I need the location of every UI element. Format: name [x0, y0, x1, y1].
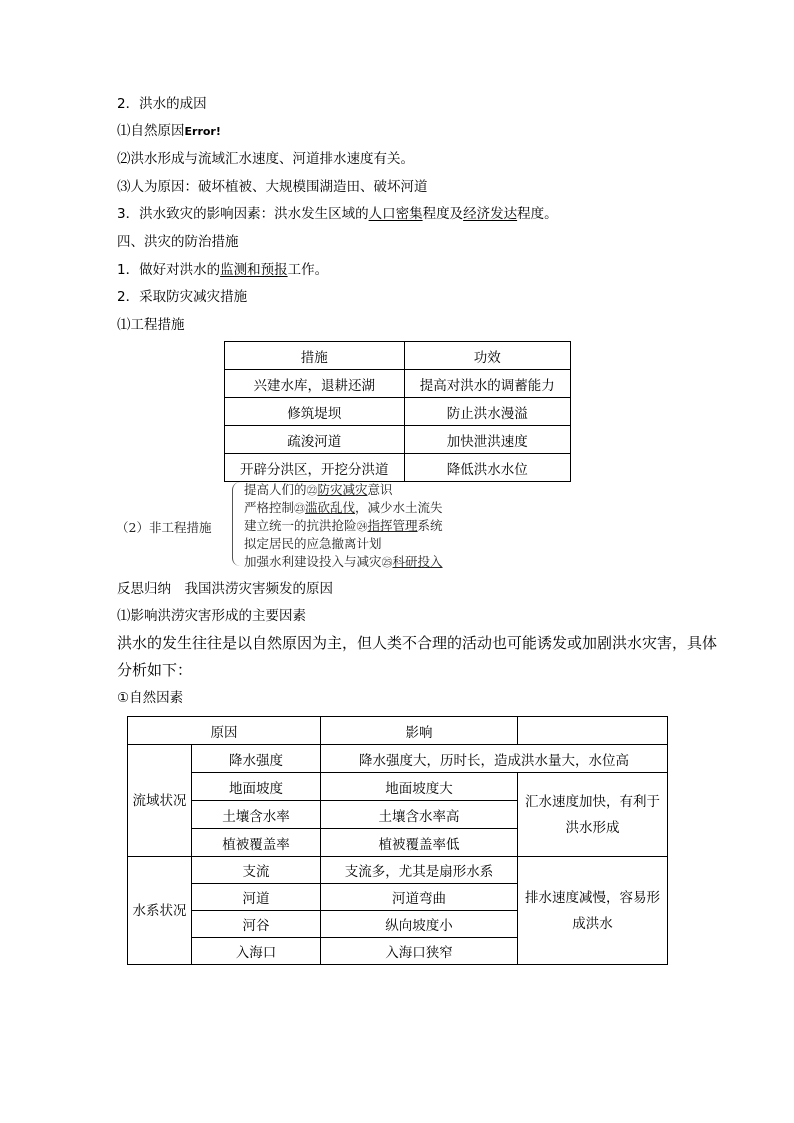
reflection-paragraph-line1: 洪水的发生往往是以自然原因为主，但人类不合理的活动也可能诱发或加剧洪水灾害，具体 — [117, 634, 718, 652]
natural-factors-label: ①自然因素 — [117, 690, 184, 706]
item-text: 拟定居民的应急撤离计划 — [244, 536, 382, 551]
non-engineering-item — [244, 480, 393, 498]
item-number: ㉓ — [294, 502, 306, 515]
economic-development-term: 经济发达 — [463, 206, 518, 222]
natural-factors-table — [127, 716, 668, 965]
item-key: 滥砍乱伐 — [305, 500, 356, 515]
table-header-effect: 影响 — [321, 717, 518, 745]
human-cause-line: ⑶人为原因：破坏植被、大规模围湖造田、破坏河道 — [117, 179, 428, 195]
table-cell: 植被覆盖率 — [192, 829, 321, 857]
table-cell: 支流 — [192, 857, 321, 884]
table-cell: 提高对洪水的调蓄能力 — [404, 370, 571, 398]
engineering-measures-table — [224, 341, 571, 482]
table-cell: 加快泄洪速度 — [404, 426, 571, 454]
table-cell: 地面坡度 — [192, 773, 321, 801]
item-text: 加强水利建设投入与减灾 — [244, 554, 382, 569]
item-text: 意识 — [367, 482, 393, 497]
brace-icon — [232, 482, 243, 566]
table-cell: 开辟分洪区，开挖分洪道 — [225, 454, 405, 482]
non-engineering-item — [244, 552, 443, 570]
monitoring-text-end: 工作。 — [287, 262, 329, 278]
table-cell: 防止洪水漫溢 — [404, 398, 571, 426]
heading-flood-causes: 2．洪水的成因 — [117, 96, 207, 112]
natural-cause-line — [117, 122, 221, 141]
monitoring-term: 监测和预报 — [220, 262, 288, 278]
monitoring-text: 1．做好对洪水的 — [117, 262, 221, 278]
item-text: 提高人们的 — [244, 482, 307, 497]
impact-factors-text: 3．洪水致灾的影响因素：洪水发生区域的 — [117, 206, 369, 222]
item-text: ，减少水土流失 — [355, 500, 443, 515]
group-label-river: 水系状况 — [128, 857, 192, 965]
item-number: ㉕ — [381, 556, 393, 569]
item-text: 建立统一的抗洪抢险 — [244, 518, 357, 533]
item-number: ㉒ — [306, 484, 318, 497]
disaster-measures-line: 2．采取防灾减灾措施 — [117, 289, 248, 305]
table-cell: 植被覆盖率低 — [321, 829, 518, 857]
impact-factors-text-end: 程度。 — [517, 206, 558, 222]
table-cell: 土壤含水率高 — [321, 801, 518, 829]
table-cell: 降水强度 — [192, 745, 321, 773]
natural-cause-label: ⑴自然原因 — [117, 123, 185, 139]
group-label-basin: 流域状况 — [128, 745, 192, 857]
non-engineering-item — [244, 534, 382, 552]
impact-factors-text-mid: 程度及 — [422, 206, 464, 222]
item-text: 系统 — [417, 518, 443, 533]
non-engineering-item — [244, 516, 443, 534]
table-header-empty — [518, 717, 668, 745]
table-cell: 纵向坡度小 — [321, 911, 518, 938]
table-cell: 降水强度大，历时长，造成洪水量大，水位高 — [321, 745, 668, 773]
section-prevention-title: 四、洪灾的防治措施 — [117, 234, 239, 250]
population-density-term: 人口密集 — [368, 206, 423, 222]
flood-formation-line: ⑵洪水形成与流域汇水速度、河道排水速度有关。 — [117, 151, 414, 167]
table-cell: 土壤含水率 — [192, 801, 321, 829]
table-cell: 兴建水库，退耕还湖 — [225, 370, 405, 398]
table-header-effect: 功效 — [404, 342, 571, 370]
reflection-paragraph-line2: 分析如下： — [117, 661, 193, 679]
table-header-reason: 原因 — [128, 717, 321, 745]
item-text: 严格控制 — [244, 500, 295, 515]
item-number: ㉔ — [356, 520, 368, 533]
table-cell: 入海口 — [192, 938, 321, 965]
engineering-measures-label: ⑴工程措施 — [117, 317, 185, 333]
non-engineering-measures — [116, 480, 546, 570]
table-cell: 河谷 — [192, 911, 321, 938]
table-cell: 地面坡度大 — [321, 773, 518, 801]
item-key: 科研投入 — [392, 554, 443, 569]
table-cell: 支流多，尤其是扇形水系 — [321, 857, 518, 884]
table-cell: 修筑堤坝 — [225, 398, 405, 426]
group-result-river: 排水速度减慢，容易形成洪水 — [518, 857, 668, 965]
error-text: Error! — [184, 125, 221, 138]
item-key: 防灾减灾 — [317, 482, 368, 497]
reflection-subtitle: ⑴影响洪涝灾害形成的主要因素 — [117, 608, 306, 624]
monitoring-line — [117, 261, 328, 279]
reflection-title: 反思归纳 我国洪涝灾害频发的原因 — [117, 581, 333, 597]
table-cell: 降低洪水水位 — [404, 454, 571, 482]
item-key: 指挥管理 — [367, 518, 418, 533]
table-cell: 入海口狭窄 — [321, 938, 518, 965]
table-cell: 疏浚河道 — [225, 426, 405, 454]
non-engineering-item — [244, 498, 443, 516]
non-engineering-label: （2）非工程措施 — [116, 520, 212, 535]
table-header-measure: 措施 — [225, 342, 405, 370]
group-result-basin: 汇水速度加快，有利于洪水形成 — [518, 773, 668, 857]
impact-factors-line — [117, 205, 558, 223]
table-cell: 河道弯曲 — [321, 884, 518, 911]
table-cell: 河道 — [192, 884, 321, 911]
